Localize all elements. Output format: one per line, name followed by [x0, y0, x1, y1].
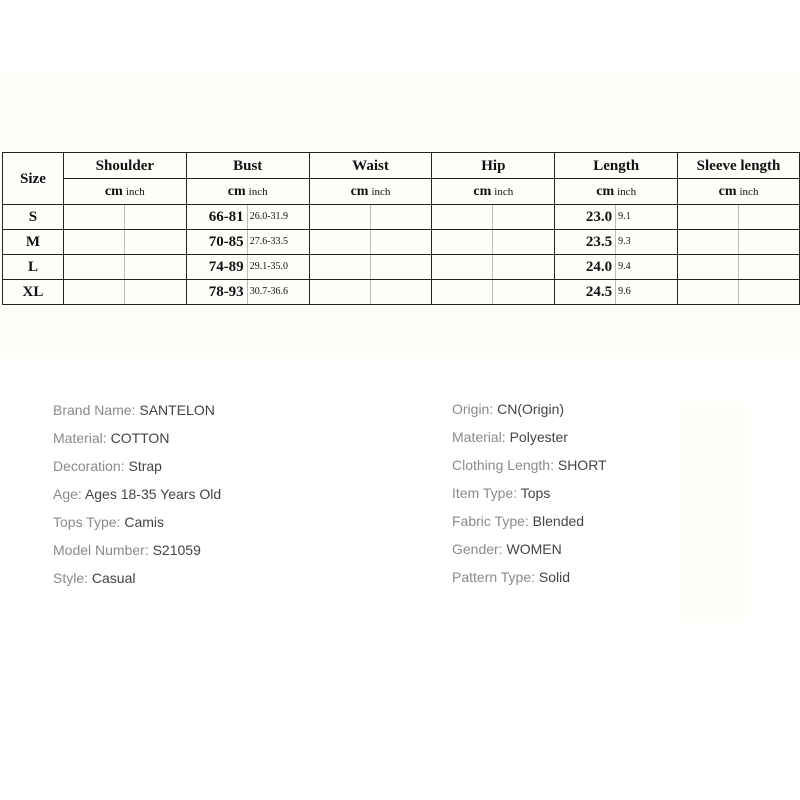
spec-key: Decoration:	[53, 458, 125, 474]
size-row	[3, 255, 800, 280]
spec-key: Brand Name:	[53, 402, 136, 418]
waist-cm-empty	[309, 280, 370, 305]
waist-inch-empty	[370, 255, 432, 280]
length-inch-value: 9.6	[616, 280, 678, 305]
size-label: L	[3, 255, 64, 280]
spec-key: Origin:	[452, 401, 494, 417]
waist-inch-empty	[370, 205, 432, 230]
sleeve-length-inch-empty	[738, 280, 799, 305]
spec-value: Solid	[538, 569, 571, 585]
unit-cell-waist	[309, 179, 432, 205]
bust-cm-value: 78-93	[186, 280, 247, 305]
spec-key: Material:	[452, 429, 506, 445]
spec-key: Model Number:	[53, 542, 149, 558]
unit-inch-label: inch	[371, 186, 391, 198]
column-header-waist: Waist	[309, 153, 432, 179]
sleeve-length-cm-empty	[678, 280, 739, 305]
unit-cell-sleeve-length	[678, 179, 800, 205]
spec-key: Pattern Type:	[452, 569, 536, 585]
size-row	[3, 280, 800, 305]
hip-cm-empty	[432, 280, 493, 305]
sleeve-length-inch-empty	[738, 205, 799, 230]
spec-key: Clothing Length:	[452, 457, 554, 473]
waist-cm-empty	[309, 205, 370, 230]
spec-item	[452, 399, 607, 427]
bust-cm-value: 70-85	[186, 230, 247, 255]
column-header-length: Length	[555, 153, 678, 179]
sleeve-length-cm-empty	[678, 230, 739, 255]
bust-cm-value: 74-89	[186, 255, 247, 280]
shoulder-cm-empty	[63, 255, 124, 280]
unit-cm-label: cm	[104, 184, 123, 199]
shoulder-inch-empty	[124, 255, 186, 280]
unit-inch-label: inch	[125, 186, 145, 198]
spec-key: Age:	[53, 486, 82, 502]
waist-cm-empty	[309, 230, 370, 255]
spec-item	[452, 483, 607, 511]
spec-value: Tops	[520, 485, 551, 501]
sleeve-length-cm-empty	[678, 205, 739, 230]
unit-cm-label: cm	[473, 184, 492, 199]
spec-item	[53, 512, 221, 540]
sleeve-length-inch-empty	[738, 230, 799, 255]
size-row	[3, 230, 800, 255]
column-header-sleeve-length: Sleeve length	[678, 153, 800, 179]
spec-item	[53, 568, 221, 596]
shoulder-inch-empty	[124, 205, 186, 230]
bust-cm-value: 66-81	[186, 205, 247, 230]
unit-cm-label: cm	[227, 184, 246, 199]
size-label: M	[3, 230, 64, 255]
spec-value: Blended	[532, 513, 585, 529]
size-label: S	[3, 205, 64, 230]
spec-value: Camis	[124, 514, 165, 530]
unit-inch-label: inch	[739, 186, 759, 198]
spec-list-left	[53, 400, 221, 596]
spec-value: SANTELON	[139, 402, 215, 418]
length-cm-value: 23.5	[555, 230, 616, 255]
spec-value: Strap	[128, 458, 162, 474]
faint-background-panel	[680, 402, 750, 622]
spec-key: Gender:	[452, 541, 503, 557]
spec-item	[53, 484, 221, 512]
spec-item	[53, 540, 221, 568]
spec-item	[452, 567, 607, 595]
size-row	[3, 205, 800, 230]
spec-key: Material:	[53, 430, 107, 446]
bust-inch-value: 26.0-31.9	[247, 205, 309, 230]
spec-value: WOMEN	[506, 541, 562, 557]
sleeve-length-cm-empty	[678, 255, 739, 280]
unit-cell-bust	[186, 179, 309, 205]
unit-cell-hip	[432, 179, 555, 205]
length-inch-value: 9.1	[616, 205, 678, 230]
hip-inch-empty	[493, 280, 555, 305]
unit-cm-label: cm	[718, 184, 737, 199]
length-inch-value: 9.3	[616, 230, 678, 255]
spec-item	[452, 511, 607, 539]
length-cm-value: 23.0	[555, 205, 616, 230]
hip-cm-empty	[432, 205, 493, 230]
spec-item	[452, 427, 607, 455]
bust-inch-value: 30.7-36.6	[247, 280, 309, 305]
unit-cm-label: cm	[350, 184, 369, 199]
unit-row	[3, 179, 800, 205]
spec-value: Polyester	[509, 429, 568, 445]
hip-cm-empty	[432, 230, 493, 255]
spec-key: Item Type:	[452, 485, 518, 501]
shoulder-cm-empty	[63, 230, 124, 255]
hip-inch-empty	[493, 205, 555, 230]
spec-item	[53, 428, 221, 456]
header-row	[3, 153, 800, 179]
spec-list-right	[452, 399, 607, 595]
spec-key: Fabric Type:	[452, 513, 529, 529]
spec-item	[53, 456, 221, 484]
shoulder-inch-empty	[124, 230, 186, 255]
bust-inch-value: 29.1-35.0	[247, 255, 309, 280]
spec-value: COTTON	[110, 430, 170, 446]
hip-cm-empty	[432, 255, 493, 280]
unit-inch-label: inch	[617, 186, 637, 198]
spec-value: S21059	[152, 542, 201, 558]
unit-cm-label: cm	[596, 184, 615, 199]
column-header-shoulder: Shoulder	[63, 153, 186, 179]
waist-inch-empty	[370, 230, 432, 255]
spec-value: CN(Origin)	[497, 401, 565, 417]
hip-inch-empty	[493, 255, 555, 280]
unit-inch-label: inch	[494, 186, 514, 198]
unit-inch-label: inch	[248, 186, 268, 198]
waist-inch-empty	[370, 280, 432, 305]
shoulder-inch-empty	[124, 280, 186, 305]
spec-value: Ages 18-35 Years Old	[84, 486, 222, 502]
shoulder-cm-empty	[63, 205, 124, 230]
shoulder-cm-empty	[63, 280, 124, 305]
size-header: Size	[3, 153, 64, 205]
waist-cm-empty	[309, 255, 370, 280]
size-chart-table	[2, 152, 800, 305]
sleeve-length-inch-empty	[738, 255, 799, 280]
column-header-bust: Bust	[186, 153, 309, 179]
spec-item	[53, 400, 221, 428]
size-label: XL	[3, 280, 64, 305]
spec-value: SHORT	[557, 457, 607, 473]
length-cm-value: 24.0	[555, 255, 616, 280]
length-cm-value: 24.5	[555, 280, 616, 305]
unit-cell-shoulder	[63, 179, 186, 205]
hip-inch-empty	[493, 230, 555, 255]
length-inch-value: 9.4	[616, 255, 678, 280]
spec-key: Tops Type:	[53, 514, 121, 530]
spec-item	[452, 455, 607, 483]
spec-item	[452, 539, 607, 567]
bust-inch-value: 27.6-33.5	[247, 230, 309, 255]
unit-cell-length	[555, 179, 678, 205]
column-header-hip: Hip	[432, 153, 555, 179]
spec-key: Style:	[53, 570, 89, 586]
spec-value: Casual	[91, 570, 136, 586]
